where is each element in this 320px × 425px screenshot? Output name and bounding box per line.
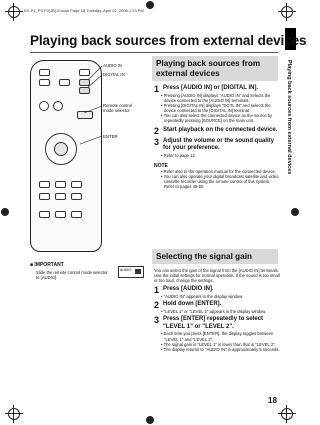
bullet: • The signal gain in "LEVEL 1" is lower than that in "LEVEL 2".: [161, 341, 276, 347]
digital-in-label: DIGITAL IN: [103, 72, 125, 77]
step-number: 1: [154, 285, 160, 296]
step-text: Adjust the volume or the sound quality for your preference.: [163, 137, 275, 152]
remote-button-m: [71, 211, 82, 218]
title-rule: [30, 52, 278, 53]
bullet-text: "AUDIO IN" appears in the display window.: [163, 294, 244, 300]
bullet-text: Pressing [DIGITAL IN] displays "DGTL IN" and selects the device connected to the [DIGITAL IN] terminal.: [163, 103, 271, 114]
bullet: • Pressing [DIGITAL IN] displays "DGTL IN" and selects the device connected to the [DIGITAL IN] terminal.: [161, 103, 271, 114]
step-2: [154, 127, 280, 135]
remote-button-f: [55, 181, 66, 188]
note-text: Refer also to the operation manual for the connected device.: [163, 168, 276, 174]
bullet: • Refer to page 12.: [161, 152, 196, 158]
bullet-text: You can also select the connected device as the source by repeatedly pressing [SOURCE] on the main unit.: [163, 113, 273, 124]
important-title: ■ IMPORTANT: [30, 262, 64, 268]
remote-selector-label: Remote control mode selector: [103, 103, 133, 113]
bullet: • The display returns to "AUDIO IN" in approximately 5 seconds.: [161, 346, 280, 352]
mode-switch-knob: [135, 269, 141, 274]
registration-mark-left: [1, 208, 9, 216]
crop-mark-bottom-right: [281, 408, 293, 420]
note-title: NOTE: [154, 162, 168, 169]
crop-mark-bottom-left: [8, 408, 20, 420]
remote-button-k: [39, 211, 50, 218]
remote-button-b: [59, 79, 70, 86]
step-number: 1: [154, 84, 160, 94]
remote-enter-button: [54, 142, 68, 156]
mode-switch-figure: [118, 266, 144, 278]
gain-step-1: [154, 286, 280, 294]
bullet: • Pressing [AUDIO IN] displays "AUDIO IN" and selects the device connected to the [AUDIO IN] terminals.: [161, 93, 271, 104]
page-title: Playing back sources from external devices: [30, 33, 307, 48]
section2-content: [154, 268, 280, 352]
bullet: • "LEVEL 1" or "LEVEL 2" appears in the display window.: [161, 309, 267, 315]
remote-button-c: [39, 101, 49, 111]
step-number: 3: [154, 315, 160, 326]
bullet-text: Pressing [AUDIO IN] displays "AUDIO IN" and selects the device connected to the [AUDIO IN] terminals.: [163, 93, 271, 104]
step-text: Hold down [ENTER].: [163, 301, 222, 308]
step-text: Press [AUDIO IN].: [163, 286, 214, 293]
section-heading-playback: Playing back sources from external devices: [152, 56, 278, 81]
remote-button-j: [71, 193, 82, 200]
step-text: Press [AUDIO IN] or [DIGITAL IN].: [163, 85, 259, 91]
remote-button-l: [55, 211, 66, 218]
step-text: Press [ENTER] repeatedly to select "LEVEL 1" or "LEVEL 2".: [163, 316, 264, 330]
bullet: • Each time you press [ENTER], the display toggles between "LEVEL 1" and "LEVEL 2".: [161, 331, 274, 342]
bullet-text: The signal gain in "LEVEL 1" is lower than that in "LEVEL 2".: [163, 341, 276, 347]
important-text: Slide the remote control mode selector to [AUDIO].: [36, 270, 108, 281]
step-number: 3: [154, 136, 160, 147]
important-title-text: IMPORTANT: [34, 262, 64, 268]
note-text: You can also operate your digital broadcast satellite and video cassette recorder using the remote control of this system. Refer to pages 48-50.: [163, 173, 279, 189]
mode-switch-label: AUDIO: [120, 268, 132, 272]
remote-button-h: [39, 193, 50, 200]
step-1: [154, 85, 280, 93]
side-tab-label: Playing back sources from external devices: [286, 60, 292, 175]
section-heading-signal-gain: Selecting the signal gain: [152, 249, 278, 264]
print-header: EX-P1_P5-P3[JB]-9.book Page 18 Tuesday, April 22, 2008 1:33 PM: [24, 8, 144, 13]
note-bullet: • Refer also to the operation manual for the connected device.: [161, 168, 276, 174]
note-bullet: • You can also operate your digital broadcast satellite and video cassette recorder using the remote control of this system. Refer to pages 48-50.: [161, 173, 279, 189]
crop-mark-top-right: [281, 6, 293, 18]
gain-step-3: [154, 316, 280, 331]
remote-button-a: [39, 79, 50, 86]
remote-button-d: [53, 101, 63, 111]
bullet: • You can also select the connected device as the source by repeatedly pressing [SOURCE] on the main unit.: [161, 113, 273, 124]
bullet-text: The display returns to "AUDIO IN" in approximately 5 seconds.: [163, 346, 280, 352]
bullet: • "AUDIO IN" appears in the display window.: [161, 294, 244, 300]
page-number: 18: [268, 396, 277, 405]
gain-step-2: [154, 301, 280, 309]
registration-mark-bottom: [146, 416, 154, 424]
crop-mark-top-left: [8, 6, 20, 18]
bullet-text: Each time you press [ENTER], the display toggles between "LEVEL 1" and "LEVEL 2".: [163, 331, 274, 342]
remote-button-e: [39, 181, 50, 188]
section1-content: [154, 85, 280, 189]
remote-button-i: [55, 193, 66, 200]
step-3: [154, 138, 280, 153]
remote-button-g: [71, 181, 82, 188]
bullet-text: "LEVEL 1" or "LEVEL 2" appears in the display window.: [163, 309, 267, 315]
section2-intro: You can select the gain of the signal from the [AUDIO IN] terminals. Use the initial settings for normal operation. If the sound is too small or too loud, change the settings.: [154, 268, 280, 284]
audio-in-label: AUDIO IN: [103, 63, 123, 68]
enter-label: ENTER: [103, 134, 118, 139]
registration-mark-top: [146, 1, 154, 9]
step-number: 2: [154, 125, 160, 136]
step-number: 2: [154, 300, 160, 311]
remote-power-button: [39, 69, 50, 76]
bullet-text: Refer to page 12.: [163, 152, 196, 158]
step-text: Start playback on the connected device.: [163, 126, 278, 133]
registration-mark-right: [291, 208, 299, 216]
